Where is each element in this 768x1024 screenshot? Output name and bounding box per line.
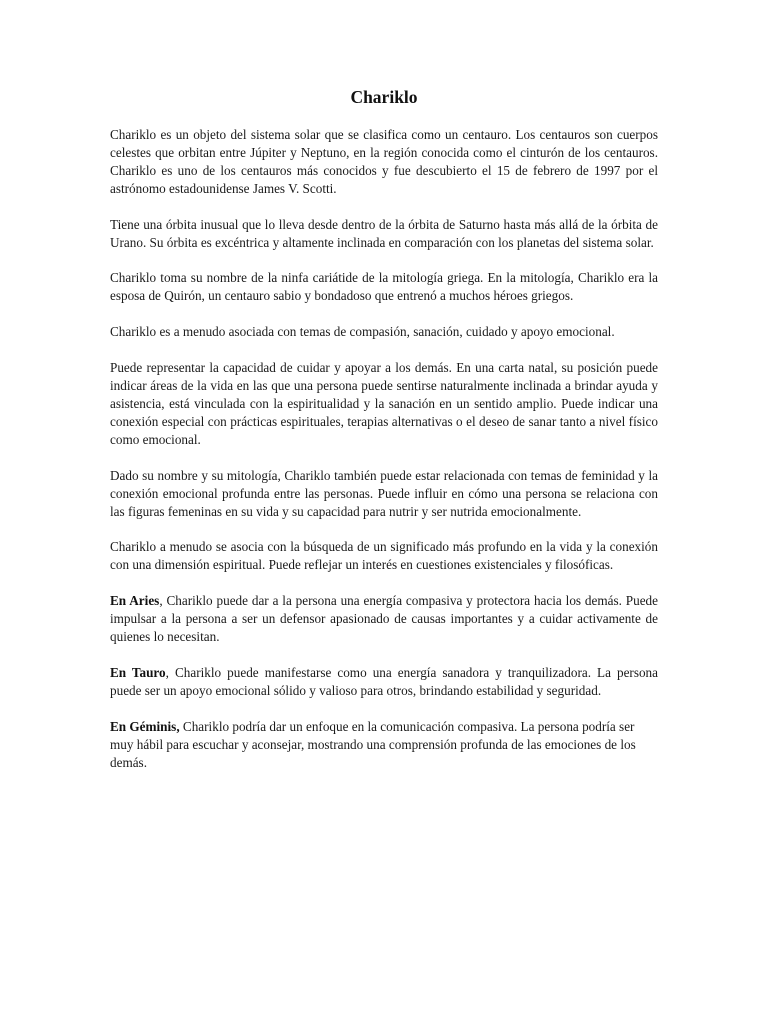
sign-label-tauro: En Tauro xyxy=(110,664,166,680)
paragraph-intro: Chariklo es un objeto del sistema solar que se clasifica como un centauro. Los centauros son cuerpos celestes que orbitan entre Júpiter y Neptuno, en la región conocida como el cinturón de los centauros. Chariklo es uno de los centauros más conocidos y fue descubierto el 15 de febrero de 1997 por el astrónomo estadounidense James V. Scotti. xyxy=(110,127,658,196)
paragraph-spiritual: Chariklo a menudo se asocia con la búsqueda de un significado más profundo en la vida y la conexión con una dimensión espiritual. Puede reflejar un interés en cuestiones existenciales y filosóficas. xyxy=(110,539,658,573)
sign-text-aries: , Chariklo puede dar a la persona una energía compasiva y protectora hacia los demás. Puede impulsar a la persona a ser un defensor apasionado de causas importantes y a cuidar activamente de quienes lo necesitan. xyxy=(110,593,659,645)
document-body xyxy=(110,126,658,789)
sign-label-aries: En Aries xyxy=(110,593,160,609)
paragraph-natal-chart: Puede representar la capacidad de cuidar y apoyar a los demás. En una carta natal, su posición puede indicar áreas de la vida en las que una persona puede sentirse naturalmente inclinada a brindar ayuda y asistencia, está vinculada con la espiritualidad y la sanación en un sentido amplio. Puede indicar una conexión especial con prácticas espirituales, terapias alternativas o el deseo de sanar tanto a nivel físico como emocional. xyxy=(110,360,658,447)
paragraph-mythology: Chariklo toma su nombre de la ninfa cariátide de la mitología griega. En la mitología, Chariklo era la esposa de Quirón, un centauro sabio y bondadoso que entrenó a muchos héroes griegos. xyxy=(110,270,658,304)
paragraph-femininity: Dado su nombre y su mitología, Chariklo también puede estar relacionada con temas de feminidad y la conexión emocional profunda entre las personas. Puede influir en cómo una persona se relaciona con las figuras femeninas en su vida y su capacidad para nutrir y ser nutrida emocionalmente. xyxy=(110,467,658,519)
paragraph-geminis xyxy=(110,718,658,772)
paragraph-tauro xyxy=(110,664,658,700)
paragraph-orbit: Tiene una órbita inusual que lo lleva desde dentro de la órbita de Saturno hasta más allá de la órbita de Urano. Su órbita es excéntrica y altamente inclinada en comparación con los planetas del sistema solar. xyxy=(110,216,658,250)
paragraph-aries xyxy=(110,592,658,646)
sign-label-geminis: En Géminis, xyxy=(110,718,180,734)
sign-text-tauro: , Chariklo puede manifestarse como una energía sanadora y tranquilizadora. La persona puede ser un apoyo emocional sólido y valioso para otros, brindando estabilidad y seguridad. xyxy=(110,664,658,698)
sign-text-geminis: Chariklo podría dar un enfoque en la comunicación compasiva. La persona podría ser muy hábil para escuchar y aconsejar, mostrando una comprensión profunda de las emociones de los demás. xyxy=(110,718,636,770)
document-title: Chariklo xyxy=(350,87,418,107)
paragraph-themes: Chariklo es a menudo asociada con temas de compasión, sanación, cuidado y apoyo emocional. xyxy=(110,324,615,340)
